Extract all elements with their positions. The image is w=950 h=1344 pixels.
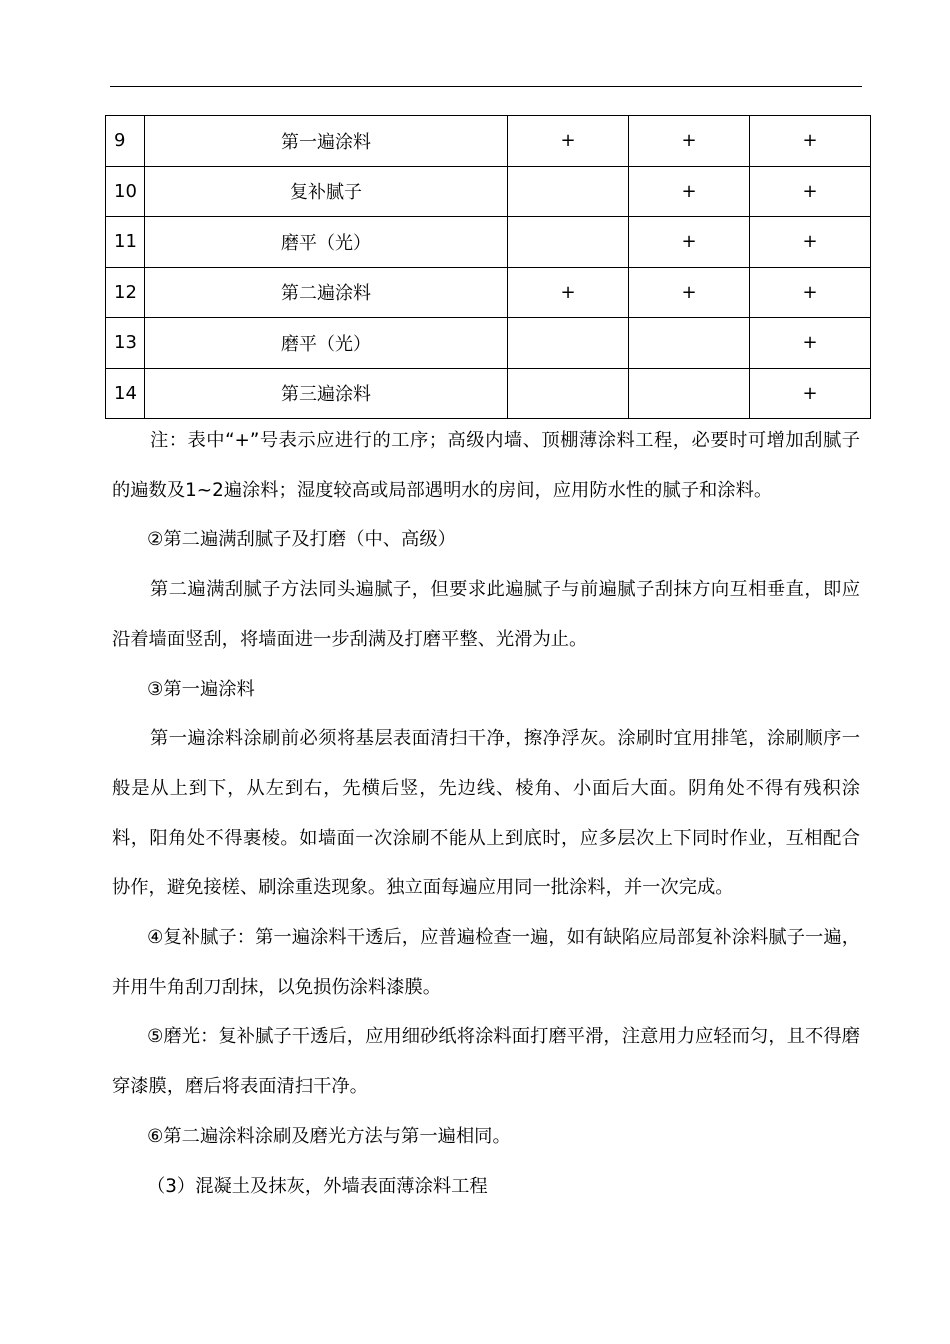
section-heading: （3）混凝土及抹灰，外墙表面薄涂料工程 xyxy=(147,1175,488,1197)
table-row xyxy=(106,116,871,167)
step-number: 14 xyxy=(106,368,145,419)
step-mark: + xyxy=(629,267,750,318)
table-row xyxy=(106,217,871,268)
step-mark: + xyxy=(629,116,750,167)
step-mark xyxy=(629,318,750,369)
step-mark: + xyxy=(750,116,871,167)
step-mark xyxy=(508,318,629,369)
step-mark: + xyxy=(508,267,629,318)
step-number: 10 xyxy=(106,166,145,217)
step-mark: + xyxy=(750,318,871,369)
table-row xyxy=(106,368,871,419)
step-name: 磨平（光） xyxy=(145,318,508,369)
paragraph: ④复补腻子：第一遍涂料干透后，应普遍检查一遍，如有缺陷应局部复补涂料腻子一遍，并用牛角刮刀刮抹，以免损伤涂料漆膜。 xyxy=(112,927,860,998)
paragraph: ⑤磨光：复补腻子干透后，应用细砂纸将涂料面打磨平滑，注意用力应轻而匀，且不得磨穿漆膜，磨后将表面清扫干净。 xyxy=(112,1026,860,1098)
step-name: 第三遍涂料 xyxy=(145,368,508,419)
table-row xyxy=(106,318,871,369)
step-mark xyxy=(508,368,629,419)
step-mark xyxy=(629,368,750,419)
section-heading: ③第一遍涂料 xyxy=(147,678,255,700)
step-mark xyxy=(508,217,629,268)
step-mark xyxy=(508,166,629,217)
section-heading: ②第二遍满刮腻子及打磨（中、高级） xyxy=(147,529,456,551)
step-number: 12 xyxy=(106,267,145,318)
step-name: 磨平（光） xyxy=(145,217,508,268)
procedure-table xyxy=(105,115,871,419)
step-name: 第一遍涂料 xyxy=(145,116,508,167)
table-row xyxy=(106,166,871,217)
step-number: 11 xyxy=(106,217,145,268)
body-text xyxy=(112,416,860,1211)
step-mark: + xyxy=(750,368,871,419)
step-mark: + xyxy=(508,116,629,167)
step-number: 9 xyxy=(106,116,145,167)
step-name: 第二遍涂料 xyxy=(145,267,508,318)
step-name: 复补腻子 xyxy=(145,166,508,217)
step-mark: + xyxy=(629,166,750,217)
step-mark: + xyxy=(629,217,750,268)
step-number: 13 xyxy=(106,318,145,369)
step-mark: + xyxy=(750,217,871,268)
table-row xyxy=(106,267,871,318)
paragraph: ⑥第二遍涂料涂刷及磨光方法与第一遍相同。 xyxy=(147,1125,511,1147)
header-rule xyxy=(110,86,862,87)
paragraph: 第一遍涂料涂刷前必须将基层表面清扫干净，擦净浮灰。涂刷时宜用排笔，涂刷顺序一般是从上到下，从左到右，先横后竖，先边线、棱角、小面后大面。阴角处不得有残积涂料，阳角处不得裹棱。如墙面一次涂刷不能从上到底时，应多层次上下同时作业，互相配合协作，避免接槎、刷涂重迭现象。独立面每遍应用同一批涂料，并一次完成。 xyxy=(112,728,860,899)
table-note: 注：表中“+”号表示应进行的工序；高级内墙、顶棚薄涂料工程，必要时可增加刮腻子的遍数及1~2遍涂料；湿度较高或局部遇明水的房间，应用防水性的腻子和涂料。 xyxy=(112,430,860,501)
step-mark: + xyxy=(750,166,871,217)
paragraph: 第二遍满刮腻子方法同头遍腻子，但要求此遍腻子与前遍腻子刮抹方向互相垂直，即应沿着墙面竖刮，将墙面进一步刮满及打磨平整、光滑为止。 xyxy=(112,579,860,650)
step-mark: + xyxy=(750,267,871,318)
